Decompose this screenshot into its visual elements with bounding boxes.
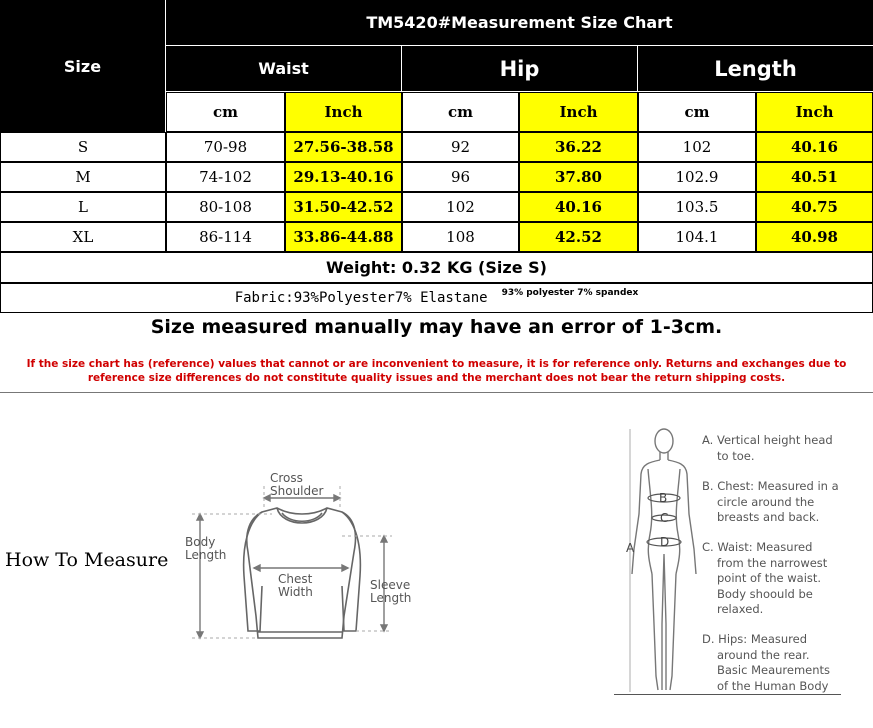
hip-cm-cell: 92 [402, 132, 519, 162]
length-cm-cell: 102.9 [638, 162, 756, 192]
hip-inch-cell: 42.52 [519, 222, 638, 252]
waist-inch-cell: 31.50-42.52 [285, 192, 402, 222]
length-group-header: Length [638, 46, 873, 91]
hip-cm-cell: 102 [402, 192, 519, 222]
waist-cm-header: cm [166, 92, 285, 132]
hip-inch-header: Inch [519, 92, 638, 132]
length-inch-cell: 40.75 [756, 192, 873, 222]
sleeve-length-label: Sleeve Length [370, 578, 412, 605]
waist-inch-header: Inch [285, 92, 402, 132]
size-cell: L [0, 192, 166, 222]
waist-inch-cell: 33.86-44.88 [285, 222, 402, 252]
label-b: B [659, 491, 668, 505]
hip-inch-cell: 40.16 [519, 192, 638, 222]
length-cm-header: cm [638, 92, 756, 132]
length-cm-cell: 102 [638, 132, 756, 162]
section-divider [0, 392, 873, 393]
cross-shoulder-label: Cross Shoulder [270, 471, 324, 498]
description-b: B. Chest: Measured in a circle around the breasts and back. [702, 479, 839, 524]
body-figure-diagram [612, 424, 712, 699]
hip-cm-header: cm [402, 92, 519, 132]
waist-cm-cell: 80-108 [166, 192, 285, 222]
size-cell: M [0, 162, 166, 192]
length-cm-cell: 103.5 [638, 192, 756, 222]
how-to-measure-heading: How To Measure [5, 549, 169, 571]
label-a: A [626, 541, 635, 555]
description-c: C. Waist: Measured from the narrowest point of the waist. Body shoould be relaxed. [702, 540, 828, 616]
size-column-header: Size [0, 0, 165, 132]
disclaimer-line-1: If the size chart has (reference) values that cannot or are inconvenient to measure, it is for reference only. Returns and exchanges due to [26, 358, 847, 370]
length-inch-header: Inch [756, 92, 873, 132]
disclaimer-note [12, 357, 861, 385]
chest-width-label: Chest Width [278, 572, 313, 599]
hip-group-header: Hip [402, 46, 637, 91]
weight-row: Weight: 0.32 KG (Size S) [0, 252, 873, 283]
hip-cm-cell: 108 [402, 222, 519, 252]
figure-baseline [614, 694, 841, 695]
hip-inch-cell: 36.22 [519, 132, 638, 162]
measurement-error-note: Size measured manually may have an error of 1-3cm. [150, 316, 723, 338]
description-d: D. Hips: Measured around the rear. Basic Meaurements of the Human Body [702, 632, 831, 693]
size-cell: XL [0, 222, 166, 252]
length-cm-cell: 104.1 [638, 222, 756, 252]
hip-inch-cell: 37.80 [519, 162, 638, 192]
fabric-row [0, 283, 873, 313]
waist-inch-cell: 29.13-40.16 [285, 162, 402, 192]
length-inch-cell: 40.51 [756, 162, 873, 192]
label-c: C [660, 511, 669, 525]
body-length-label: Body Length [185, 535, 227, 562]
length-inch-cell: 40.16 [756, 132, 873, 162]
waist-cm-cell: 74-102 [166, 162, 285, 192]
fabric-note: 93% polyester 7% spandex [501, 288, 639, 298]
waist-cm-cell: 86-114 [166, 222, 285, 252]
waist-group-header: Waist [166, 46, 401, 91]
description-a: A. Vertical height head to toe. [702, 433, 833, 463]
waist-inch-cell: 27.56-38.58 [285, 132, 402, 162]
hip-cm-cell: 96 [402, 162, 519, 192]
chart-title: TM5420#Measurement Size Chart [166, 0, 873, 45]
size-cell: S [0, 132, 166, 162]
label-d: D [660, 535, 670, 549]
fabric-text: Fabric:93%Polyester7% Elastane [234, 290, 488, 306]
waist-cm-cell: 70-98 [166, 132, 285, 162]
disclaimer-line-2: reference size differences do not constitute quality issues and the merchant does not bear the return shipping costs. [87, 372, 786, 384]
length-inch-cell: 40.98 [756, 222, 873, 252]
